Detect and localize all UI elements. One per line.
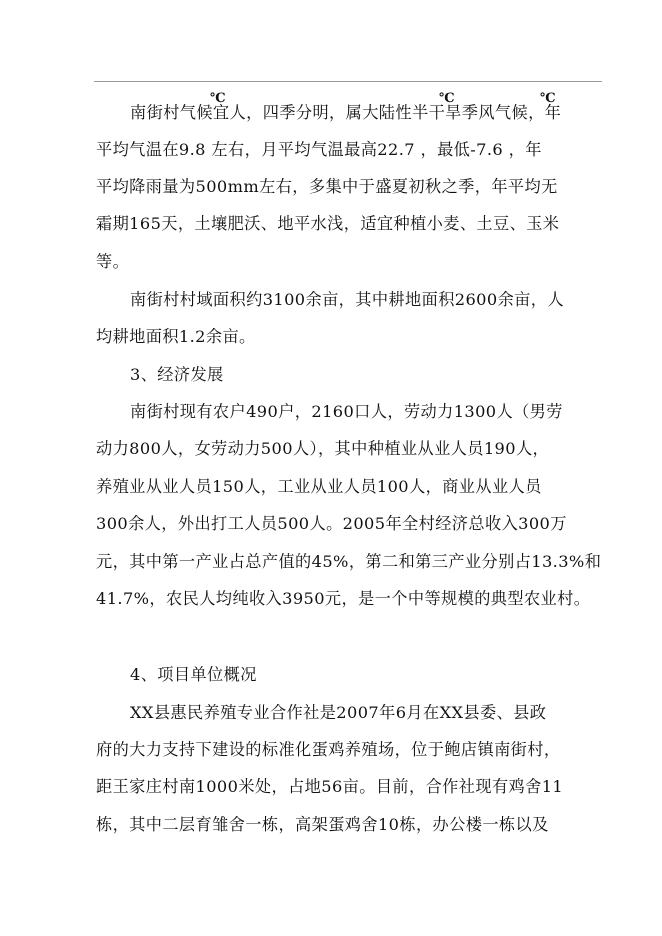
celsius-mark: ℃ [540, 91, 556, 106]
text-line: 平均气温在9.8 左右，月平均气温最高22.7 ，最低-7.6 ，年 [96, 140, 542, 159]
header-rule [94, 81, 602, 82]
section-heading: 4、项目单位概况 [130, 665, 257, 684]
text-line: 300余人，外出打工人员500人。2005年全村经济总收入300万 [96, 514, 567, 533]
text-line: 府的大力支持下建设的标准化蛋鸡养殖场，位于鲍店镇南街村， [96, 740, 561, 759]
text-line: 平均降雨量为500mm左右，多集中于盛夏初秋之季，年平均无 [96, 177, 558, 196]
text-line: 南街村现有农户490户，2160口人，劳动力1300人（男劳 [130, 402, 563, 421]
celsius-mark: ℃ [210, 91, 226, 106]
text-line: 动力800人，女劳动力500人），其中种植业从业人员190人， [96, 439, 550, 458]
text-line: 养殖业从业人员150人，工业从业人员100人，商业从业人员 [96, 477, 542, 496]
text-line: 距王家庄村南1000米处，占地56亩。目前，合作社现有鸡舍11 [96, 777, 564, 796]
section-heading: 3、经济发展 [130, 365, 224, 384]
text-line: 南街村村域面积约3100余亩，其中耕地面积2600余亩，人 [130, 290, 564, 309]
celsius-mark: ℃ [439, 91, 455, 106]
text-line: 栋，其中二层育雏舍一栋，高架蛋鸡舍10栋，办公楼一栋以及 [96, 815, 549, 834]
text-line: 霜期165天，土壤肥沃、地平水浅，适宜种植小麦、土豆、玉米 [96, 214, 560, 233]
text-line: 南街村气候宜人，四季分明，属大陆性半干旱季风气候，年 [130, 103, 562, 122]
text-line: 元，其中第一产业占总产值的45%，第二和第三产业分别占13.3%和 [96, 552, 602, 571]
text-line: XX县惠民养殖专业合作社是2007年6月在XX县委、县政 [130, 703, 547, 722]
text-line: 等。 [96, 252, 130, 271]
text-line: 41.7%，农民人均纯收入3950元，是一个中等规模的典型农业村。 [96, 589, 591, 608]
text-line: 均耕地面积1.2余亩。 [96, 327, 256, 346]
